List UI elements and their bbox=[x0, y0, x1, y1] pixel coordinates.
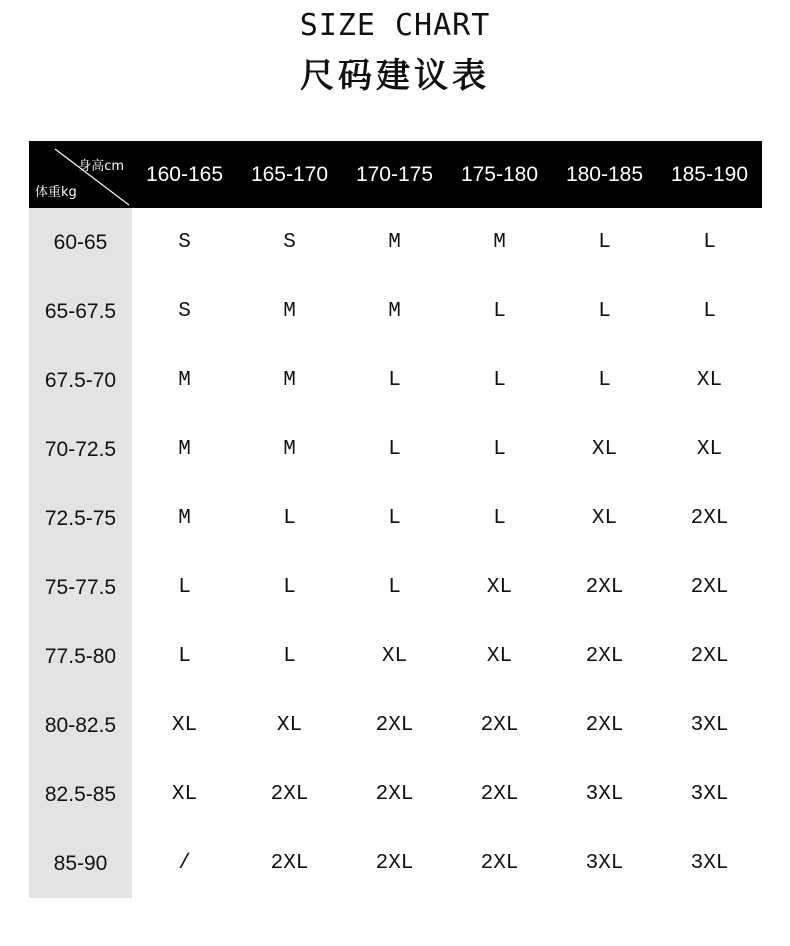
size-cell: S bbox=[178, 231, 191, 254]
size-cell: L bbox=[493, 369, 506, 392]
table-row bbox=[29, 208, 762, 277]
size-cell: 2XL bbox=[480, 714, 519, 737]
size-cell: S bbox=[178, 300, 191, 323]
size-cell: M bbox=[493, 231, 506, 254]
table-row bbox=[29, 415, 762, 484]
size-cell: S bbox=[283, 231, 296, 254]
size-cell: XL bbox=[696, 438, 723, 461]
table-row bbox=[29, 829, 762, 898]
weight-range-cell: 72.5-75 bbox=[29, 484, 132, 553]
size-cell: L bbox=[283, 507, 296, 530]
size-cell: XL bbox=[381, 645, 408, 668]
header-row bbox=[29, 141, 762, 208]
size-cell: 2XL bbox=[480, 852, 519, 875]
table-row bbox=[29, 346, 762, 415]
size-cell: L bbox=[283, 645, 296, 668]
size-cell: L bbox=[598, 300, 611, 323]
weight-axis-label: 体重kg bbox=[35, 185, 77, 200]
height-axis-label: 身高cm bbox=[78, 159, 124, 174]
weight-range-cell: 65-67.5 bbox=[29, 277, 132, 346]
size-cell: 2XL bbox=[375, 852, 414, 875]
size-cell: M bbox=[283, 369, 296, 392]
title-english: SIZE CHART bbox=[299, 8, 491, 43]
size-cell: XL bbox=[171, 783, 198, 806]
size-cell: 2XL bbox=[690, 645, 729, 668]
size-cell: L bbox=[178, 576, 191, 599]
size-cell: L bbox=[598, 369, 611, 392]
size-cell: L bbox=[703, 300, 716, 323]
table-row bbox=[29, 484, 762, 553]
size-chart-table bbox=[29, 141, 762, 898]
size-cell: 2XL bbox=[690, 507, 729, 530]
size-cell: M bbox=[178, 369, 191, 392]
weight-range-cell: 75-77.5 bbox=[29, 553, 132, 622]
size-cell: L bbox=[493, 300, 506, 323]
size-cell: L bbox=[283, 576, 296, 599]
weight-range-cell: 67.5-70 bbox=[29, 346, 132, 415]
size-cell: L bbox=[388, 576, 401, 599]
size-cell: 3XL bbox=[585, 852, 624, 875]
size-rows bbox=[29, 208, 762, 898]
corner-cell bbox=[29, 141, 132, 208]
size-cell: XL bbox=[486, 576, 513, 599]
size-cell: L bbox=[598, 231, 611, 254]
size-cell: M bbox=[388, 231, 401, 254]
height-header: 170-175 bbox=[355, 162, 434, 186]
size-cell: M bbox=[283, 438, 296, 461]
table-row bbox=[29, 553, 762, 622]
size-cell: M bbox=[388, 300, 401, 323]
table-row bbox=[29, 622, 762, 691]
weight-range-cell: 70-72.5 bbox=[29, 415, 132, 484]
weight-range-cell: 77.5-80 bbox=[29, 622, 132, 691]
size-cell: 2XL bbox=[690, 576, 729, 599]
size-cell: 2XL bbox=[270, 852, 309, 875]
size-cell: XL bbox=[171, 714, 198, 737]
size-cell: M bbox=[178, 438, 191, 461]
size-cell: 2XL bbox=[375, 783, 414, 806]
table-row bbox=[29, 760, 762, 829]
size-cell: 3XL bbox=[690, 852, 729, 875]
table-row bbox=[29, 691, 762, 760]
title-chinese: 尺码建议表 bbox=[300, 56, 490, 96]
height-header: 160-165 bbox=[145, 162, 224, 186]
size-cell: L bbox=[388, 438, 401, 461]
size-cell: XL bbox=[276, 714, 303, 737]
size-cell: 3XL bbox=[690, 783, 729, 806]
weight-range-cell: 82.5-85 bbox=[29, 760, 132, 829]
size-cell: L bbox=[178, 645, 191, 668]
height-header: 180-185 bbox=[565, 162, 644, 186]
weight-range-cell: 85-90 bbox=[29, 829, 132, 898]
size-cell: 2XL bbox=[480, 783, 519, 806]
size-cell: / bbox=[178, 852, 191, 875]
size-cell: L bbox=[388, 507, 401, 530]
size-cell: 2XL bbox=[375, 714, 414, 737]
size-cell: L bbox=[388, 369, 401, 392]
size-cell: XL bbox=[591, 438, 618, 461]
height-header: 185-190 bbox=[670, 162, 749, 186]
size-cell: XL bbox=[486, 645, 513, 668]
size-cell: L bbox=[493, 507, 506, 530]
size-cell: XL bbox=[591, 507, 618, 530]
size-cell: L bbox=[493, 438, 506, 461]
height-header: 165-170 bbox=[250, 162, 329, 186]
size-cell: M bbox=[283, 300, 296, 323]
size-cell: 2XL bbox=[585, 645, 624, 668]
size-cell: XL bbox=[696, 369, 723, 392]
size-cell: 2XL bbox=[585, 576, 624, 599]
table-row bbox=[29, 277, 762, 346]
size-cell: L bbox=[703, 231, 716, 254]
size-cell: 3XL bbox=[585, 783, 624, 806]
height-header: 175-180 bbox=[460, 162, 539, 186]
size-cell: 2XL bbox=[585, 714, 624, 737]
size-cell: M bbox=[178, 507, 191, 530]
weight-range-cell: 80-82.5 bbox=[29, 691, 132, 760]
weight-range-cell: 60-65 bbox=[29, 208, 132, 277]
size-cell: 2XL bbox=[270, 783, 309, 806]
size-cell: 3XL bbox=[690, 714, 729, 737]
